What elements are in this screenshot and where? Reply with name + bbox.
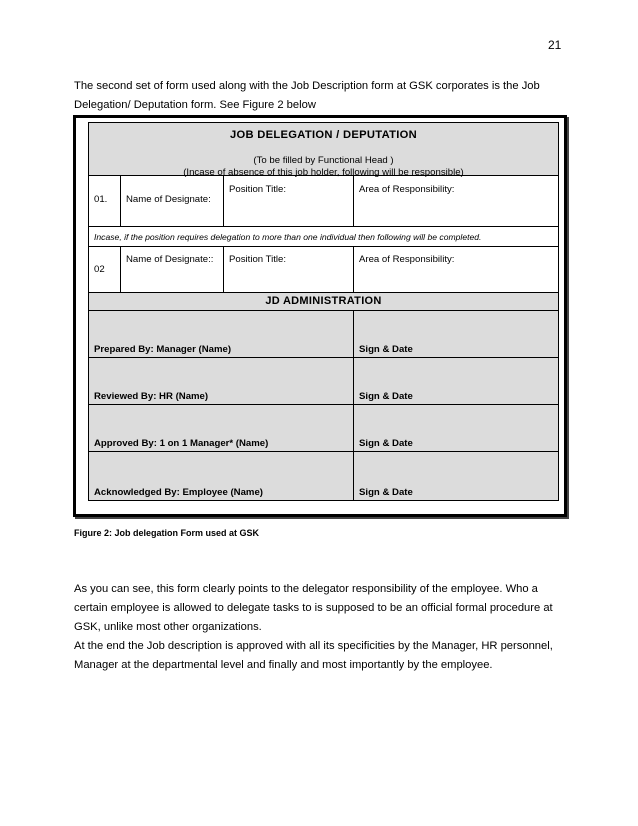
admin-row-prepared-label-cell[interactable] <box>88 310 354 358</box>
body-paragraph-1: As you can see, this form clearly points to the delegator responsibility of the employee. Who a certain employee is allowed to delegate tasks to is supposed to be an official formal procedure at GSK, unlike most other organizations. <box>74 583 553 633</box>
admin-row-acknowledged-label-cell[interactable] <box>88 451 354 501</box>
approved-by-label: Approved By: 1 on 1 Manager* (Name) <box>94 438 269 449</box>
row2-name-label: Name of Designate:: <box>126 254 214 265</box>
row1-position-cell[interactable] <box>223 175 354 227</box>
row2-area-label: Area of Responsibility: <box>359 254 455 265</box>
admin-row-prepared-sign-cell[interactable] <box>353 310 559 358</box>
form-title: JOB DELEGATION / DEPUTATION <box>229 129 418 141</box>
row1-position-label: Position Title: <box>229 184 287 195</box>
form-subtitle-1: (To be filled by Functional Head ) <box>253 155 394 166</box>
row2-number: 02 <box>94 264 105 275</box>
reviewed-by-label: Reviewed By: HR (Name) <box>94 391 209 402</box>
figure-caption: Figure 2: Job delegation Form used at GSK <box>74 528 260 538</box>
row1-number-cell <box>88 175 121 227</box>
reviewed-sign-label: Sign & Date <box>359 391 413 402</box>
row1-number: 01. <box>94 194 108 205</box>
row1-name-label: Name of Designate: <box>126 194 211 205</box>
form-subtitle-2: (Incase of absence of this job holder, following will be responsible) <box>183 167 464 178</box>
row1-area-label: Area of Responsibility: <box>359 184 455 195</box>
delegation-note-cell <box>88 226 559 247</box>
job-delegation-form <box>73 115 567 517</box>
approved-sign-label: Sign & Date <box>359 438 413 449</box>
acknowledged-by-label: Acknowledged By: Employee (Name) <box>94 487 263 498</box>
body-paragraph-2: At the end the Job description is approved with all its specificities by the Manager, HR personnel, Manager at the departmental level and finally and most importantly by the employee. <box>74 640 553 671</box>
delegation-note: Incase, if the position requires delegation to more than one individual then following will be completed. <box>94 232 482 242</box>
row2-position-label: Position Title: <box>229 254 287 265</box>
row2-area-cell[interactable] <box>353 246 559 293</box>
jd-admin-title: JD ADMINISTRATION <box>88 292 559 311</box>
admin-row-reviewed-label-cell[interactable] <box>88 357 354 405</box>
acknowledged-sign-label: Sign & Date <box>359 487 413 498</box>
admin-row-acknowledged-sign-cell[interactable] <box>353 451 559 501</box>
page-number: 21 <box>548 38 562 52</box>
admin-row-approved-sign-cell[interactable] <box>353 404 559 452</box>
row2-number-cell <box>88 246 121 293</box>
intro-paragraph: The second set of form used along with the Job Description form at GSK corporates is the Job Delegation/ Deputation form. See Figure 2 below <box>74 80 540 111</box>
admin-row-reviewed-sign-cell[interactable] <box>353 357 559 405</box>
row1-area-cell[interactable] <box>353 175 559 227</box>
form-header <box>88 122 559 176</box>
prepared-by-label: Prepared By: Manager (Name) <box>94 344 232 355</box>
prepared-sign-label: Sign & Date <box>359 344 413 355</box>
admin-row-approved-label-cell[interactable] <box>88 404 354 452</box>
row2-position-cell[interactable] <box>223 246 354 293</box>
row1-name-cell[interactable] <box>120 175 224 227</box>
row2-name-cell[interactable] <box>120 246 224 293</box>
